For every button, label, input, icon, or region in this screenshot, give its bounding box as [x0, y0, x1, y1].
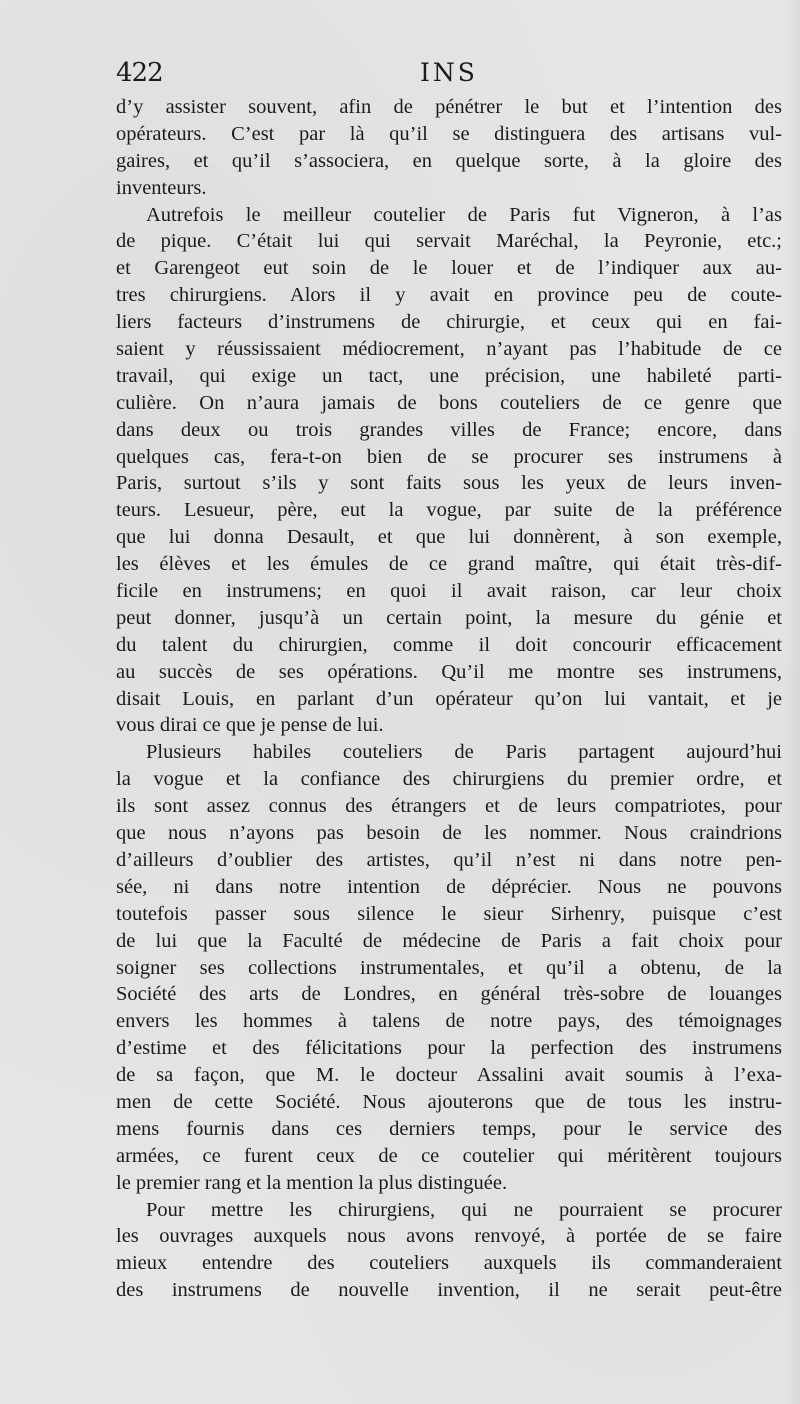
text-line: le premier rang et la mention la plus distinguée.	[116, 1171, 508, 1194]
text-line: des instrumens de nouvelle invention, il ne serait peut-être	[116, 1279, 782, 1302]
text-line: culière. On n’aura jamais de bons couteliers de ce genre que	[116, 391, 782, 414]
text-line: disait Louis, en parlant d’un opérateur qu’on lui vantait, et je	[116, 687, 782, 710]
text-line: teurs. Lesueur, père, eut la vogue, par suite de la préférence	[116, 499, 782, 522]
text-line: envers les hommes à talens de notre pays, des témoignages	[116, 1010, 782, 1033]
page-edge-shadow	[786, 0, 800, 1404]
body-text	[116, 94, 782, 1304]
text-line: d’ailleurs d’oublier des artistes, qu’il n’est ni dans notre pen-	[116, 848, 782, 871]
text-line: mens fournis dans ces derniers temps, pour le service des	[116, 1117, 782, 1140]
text-line: peut donner, jusqu’à un certain point, la mesure du génie et	[116, 606, 782, 629]
paragraph-start-line: Pour mettre les chirurgiens, qui ne pourraient se procurer	[146, 1198, 782, 1221]
text-line: liers facteurs d’instrumens de chirurgie, et ceux qui en fai-	[116, 311, 782, 334]
text-line: Société des arts de Londres, en général très-sobre de louanges	[116, 983, 782, 1006]
text-line: Paris, surtout s’ils y sont faits sous les yeux de leurs inven-	[116, 472, 782, 495]
text-line: quelques cas, fera-t-on bien de se procurer ses instrumens à	[116, 445, 782, 468]
text-line: opérateurs. C’est par là qu’il se distinguera des artisans vul-	[116, 122, 782, 145]
text-line: gaires, et qu’il s’associera, en quelque sorte, à la gloire des	[116, 149, 782, 172]
text-line: que lui donna Desault, et que lui donnèrent, à son exemple,	[116, 526, 782, 549]
text-line: ficile en instrumens; en quoi il avait raison, car leur choix	[116, 580, 782, 603]
text-line: ils sont assez connus des étrangers et de leurs compatriotes, pour	[116, 795, 782, 818]
text-line: armées, ce furent ceux de ce coutelier qui méritèrent toujours	[116, 1144, 782, 1167]
text-line: saient y réussissaient médiocrement, n’ayant pas l’habitude de ce	[116, 338, 782, 361]
text-line: au succès de ses opérations. Qu’il me montre ses instrumens,	[116, 660, 782, 683]
text-line: inventeurs.	[116, 176, 207, 199]
text-line: vous dirai ce que je pense de lui.	[116, 714, 384, 737]
text-line: que nous n’ayons pas besoin de les nommer. Nous craindrions	[116, 822, 782, 845]
text-line: de pique. C’était lui qui servait Maréchal, la Peyronie, etc.;	[116, 230, 782, 253]
running-head	[116, 58, 780, 98]
text-line: men de cette Société. Nous ajouterons que de tous les instru-	[116, 1090, 782, 1113]
paragraph-start-line: Plusieurs habiles couteliers de Paris partagent aujourd’hui	[146, 741, 782, 764]
text-line: les ouvrages auxquels nous avons renvoyé, à portée de se faire	[116, 1225, 782, 1248]
running-title: INS	[420, 58, 478, 87]
text-line: toutefois passer sous silence le sieur Sirhenry, puisque c’est	[116, 902, 782, 925]
text-line: d’y assister souvent, afin de pénétrer le but et l’intention des	[116, 96, 782, 118]
text-line: la vogue et la confiance des chirurgiens du premier ordre, et	[116, 768, 782, 791]
page-number: 422	[116, 58, 163, 88]
text-line: d’estime et des félicitations pour la perfection des instrumens	[116, 1037, 782, 1060]
text-line: de lui que la Faculté de médecine de Paris a fait choix pour	[116, 929, 782, 952]
text-line: sée, ni dans notre intention de déprécier. Nous ne pouvons	[116, 875, 782, 898]
text-line: travail, qui exige un tact, une précision, une habileté parti-	[116, 364, 782, 387]
text-line: du talent du chirurgien, comme il doit concourir efficacement	[116, 633, 782, 656]
text-line: tres chirurgiens. Alors il y avait en province peu de coute-	[116, 284, 782, 307]
text-line: dans deux ou trois grandes villes de France; encore, dans	[116, 418, 782, 441]
text-line: et Garengeot eut soin de le louer et de l’indiquer aux au-	[116, 257, 782, 280]
text-line: de sa façon, que M. le docteur Assalini avait soumis à l’exa-	[116, 1064, 782, 1087]
text-line: mieux entendre des couteliers auxquels ils commanderaient	[116, 1252, 782, 1275]
paragraph-start-line: Autrefois le meilleur coutelier de Paris fut Vigneron, à l’as	[146, 203, 782, 226]
text-line: soigner ses collections instrumentales, et qu’il a obtenu, de la	[116, 956, 782, 979]
text-line: les élèves et les émules de ce grand maître, qui était très-dif-	[116, 553, 782, 576]
